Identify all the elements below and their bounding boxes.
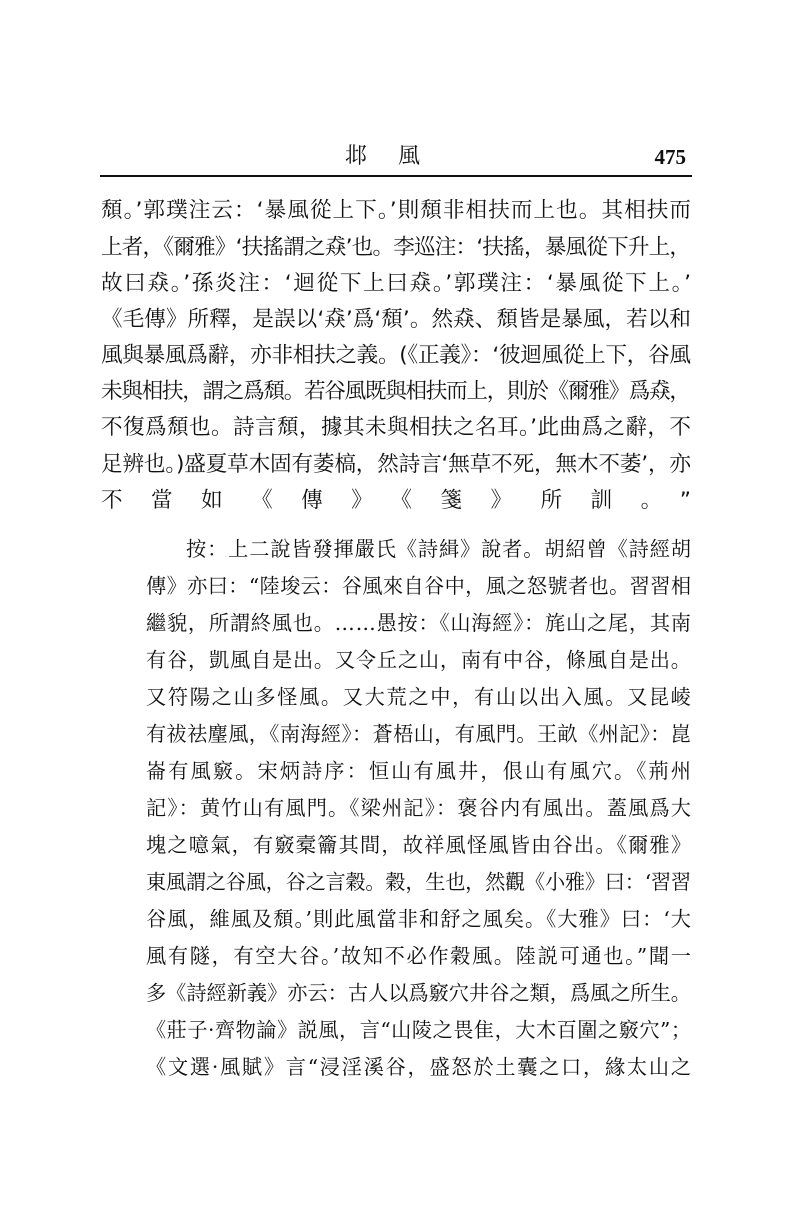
quote-line: 上者，《爾雅》‘扶搖謂之猋’也。李巡注：‘扶搖，暴風從下升上， bbox=[101, 235, 691, 260]
note-line: 繼貌，所謂終風也。……愚按：《山海經》：旄山之尾，其南 bbox=[146, 611, 692, 635]
running-header-title: 邶 風 bbox=[345, 144, 432, 169]
note-line: 谷風，維風及頹。’則此風當非和舒之風矣。《大雅》曰：‘大 bbox=[146, 907, 693, 931]
note-line: 記》：黄竹山有風門。《梁州記》：褒谷内有風出。蓋風爲大 bbox=[146, 796, 693, 820]
note-line: 崙有風竅。宋炳詩序：恒山有風井，佷山有風穴。《荊州 bbox=[146, 759, 694, 783]
header-rule bbox=[100, 175, 692, 177]
quote-line: 足辨也。)盛夏草木固有萎槁，然詩言‘無草不死，無木不萎’，亦 bbox=[101, 452, 691, 477]
note-line: 多《詩經新義》亦云：古人以爲竅穴井谷之類，爲風之所生。 bbox=[146, 981, 691, 1005]
note-line: 有谷，凱風自是出。又令丘之山，南有中谷，條風自是出。 bbox=[146, 648, 692, 672]
note-line: 《文選·風賦》言“浸淫溪谷，盛怒於土囊之口，緣太山之 bbox=[146, 1055, 693, 1079]
quote-line: 未與相扶，謂之爲頹。若谷風既與相扶而上，則於《爾雅》爲猋， bbox=[101, 379, 690, 404]
note-line: 傳》亦曰：“陸埈云：谷風來自谷中，風之怒號者也。習習相 bbox=[146, 574, 692, 598]
page-number: 475 bbox=[654, 145, 686, 169]
quote-line: 不當如《傳》《箋》所訓。” bbox=[101, 488, 720, 513]
quote-line: 風與暴風爲辭，亦非相扶之義。(《正義》：‘彼迴風從上下，谷風 bbox=[101, 343, 691, 368]
quote-line: 頹。’郭璞注云：‘暴風從上下。’則頹非相扶而上也。其相扶而 bbox=[101, 198, 693, 223]
note-line: 按：上二說皆發揮嚴氏《詩緝》說者。胡紹曾《詩經胡 bbox=[186, 537, 692, 561]
note-line: 有祓祛麈風，《南海經》：蒼梧山，有風門。王畝《州記》：崑 bbox=[146, 722, 692, 746]
quote-line: 故曰猋。’孫炎注：‘迴從下上曰猋。’郭璞注：‘暴風從下上。’ bbox=[101, 271, 693, 296]
quote-line: 不復爲頹也。詩言頹，據其未與相扶之名耳。’此曲爲之辭，不 bbox=[101, 415, 692, 440]
note-line: 又符陽之山多怪風。又大荒之中，有山以出入風。又昆崚 bbox=[146, 685, 693, 709]
note-line: 《莊子·齊物論》説風，言“山陵之畏隹，大木百圍之竅穴”； bbox=[146, 1018, 692, 1042]
note-line: 風有隧，有空大谷。’故知不必作穀風。陸説可通也。”聞一 bbox=[146, 944, 693, 968]
note-line: 塊之噫氣，有竅槖籥其間，故祥風怪風皆由谷出。《爾雅》 bbox=[146, 833, 693, 857]
quote-line: 《毛傳》所釋，是誤以‘猋’爲‘頹’。然猋、頹皆是暴風，若以和 bbox=[101, 307, 692, 332]
note-line: 東風謂之谷風，谷之言穀。穀，生也，然觀《小雅》曰：‘習習 bbox=[146, 870, 691, 894]
